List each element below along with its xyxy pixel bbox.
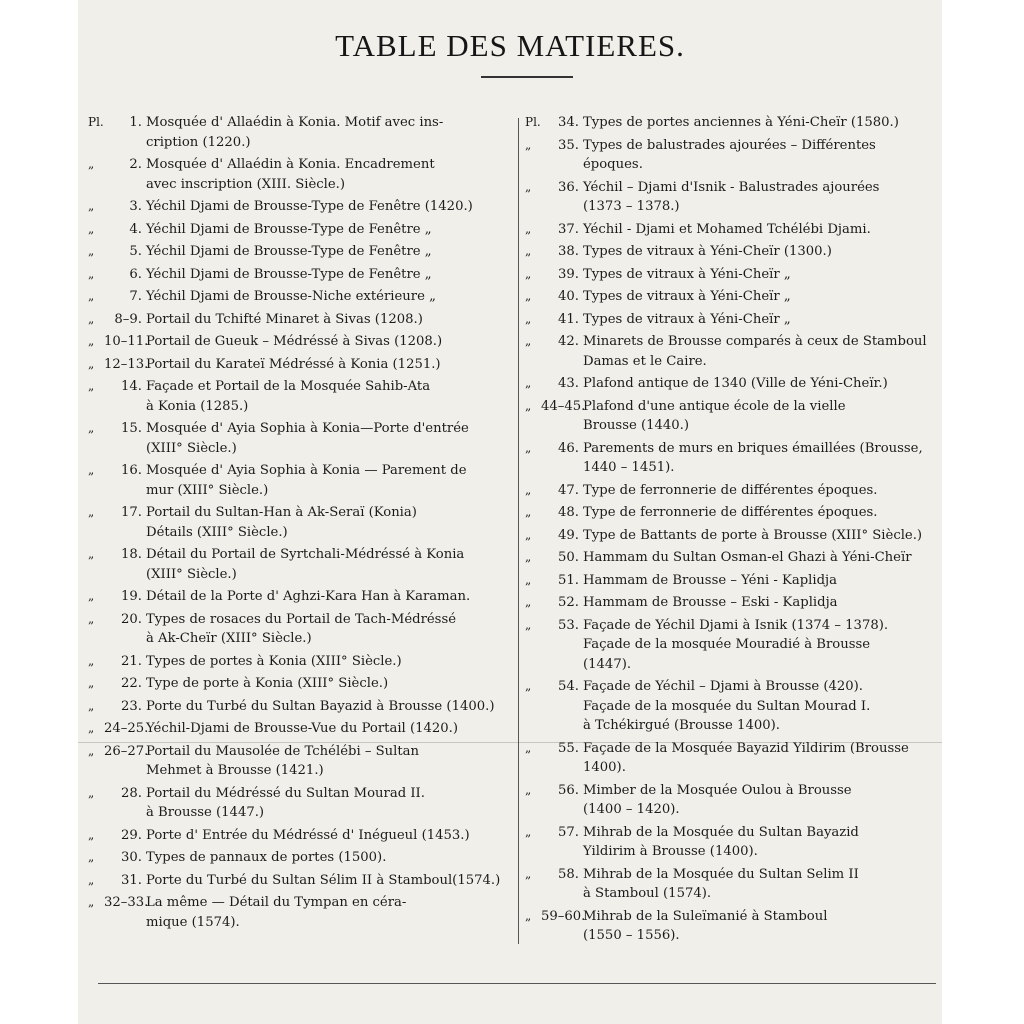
entry-text-line: Façade de la mosquée Mouradié à Brousse: [583, 637, 871, 652]
plate-number: 24–25.: [104, 721, 149, 736]
plate-prefix: „: [88, 611, 95, 626]
plate-prefix: „: [525, 266, 532, 281]
entry-text-line: à Tchékirgué (Brousse 1400).: [583, 718, 780, 733]
plate-prefix: „: [525, 289, 532, 303]
plate-prefix: „: [88, 850, 95, 864]
toc-entry: [88, 784, 508, 823]
entry-text-line: époques.: [583, 157, 643, 172]
toc-entry: [88, 310, 508, 330]
plate-number: 38.: [558, 244, 579, 259]
plate-number: 50.: [558, 550, 579, 565]
toc-entry: [88, 265, 508, 285]
entry-text-line: Type de ferronnerie de différentes époques.: [583, 482, 878, 498]
plate-prefix: „: [88, 463, 95, 477]
entry-text-line: Yéchil Djami de Brousse-Type de Fenêtre „: [146, 244, 432, 259]
entry-text-line: Types de vitraux à Yéni-Cheïr „: [583, 266, 791, 282]
plate-prefix: „: [525, 505, 532, 519]
entry-text-line: Portail de Gueuk – Médréssé à Sivas (1208.): [146, 334, 443, 349]
entry-text-line: Détail du Portail de Syrtchali-Médréssé à Konia: [146, 547, 465, 562]
plate-prefix: „: [525, 740, 532, 755]
plate-prefix: „: [525, 244, 532, 258]
entry-text-line: Yéchil Djami de Brousse-Niche extérieure „: [146, 289, 436, 304]
plate-number: 43.: [558, 376, 579, 391]
entry-text-line: mur (XIII° Siècle.): [146, 482, 269, 498]
entry-text-line: avec inscription (XIII. Siècle.): [146, 176, 346, 192]
entry-text-line: Porte du Turbé du Sultan Bayazid à Brousse (1400.): [146, 698, 495, 714]
plate-prefix: „: [88, 379, 95, 393]
toc-entry: [88, 610, 508, 649]
plate-prefix: „: [525, 782, 532, 797]
plate-number: 6.: [129, 266, 142, 282]
entry-text-line: Types de vitraux à Yéni-Cheïr (1300.): [583, 244, 832, 259]
toc-entry: [525, 865, 935, 904]
plate-prefix: „: [88, 505, 95, 519]
toc-entry: [525, 593, 935, 613]
plate-prefix: „: [525, 527, 532, 542]
entry-text-line: Façade et Portail de la Mosquée Sahib-Ata: [146, 379, 431, 394]
toc-entry: [525, 677, 935, 736]
entry-text-line: Façade de Yéchil – Djami à Brousse (420).: [583, 679, 864, 694]
plate-number: 20.: [121, 611, 142, 627]
entry-text-line: Mehmet à Brousse (1421.): [146, 763, 324, 778]
toc-entry: [88, 871, 508, 891]
toc-entry: [88, 587, 508, 607]
toc-entry: [525, 439, 935, 478]
entry-text-line: Type de porte à Konia (XIII° Siècle.): [146, 676, 389, 691]
plate-number: 48.: [558, 505, 579, 520]
toc-entry: [525, 739, 935, 778]
plate-prefix: Pl.: [88, 115, 104, 129]
entry-text-line: Types de portes à Konia (XIII° Siècle.): [146, 653, 402, 669]
toc-entry: [525, 332, 935, 371]
plate-prefix: „: [525, 221, 532, 236]
toc-entry: [525, 136, 935, 175]
plate-number: 52.: [558, 595, 579, 610]
toc-entry: [88, 848, 508, 868]
plate-number: 42.: [558, 334, 579, 349]
toc-entry: [525, 287, 935, 307]
toc-entry: [88, 674, 508, 694]
plate-number: 2.: [129, 157, 142, 172]
toc-entry: [525, 374, 935, 394]
entry-text-line: 1440 – 1451).: [583, 460, 675, 475]
toc-entry: [525, 616, 935, 675]
entry-text-line: Yéchil Djami de Brousse-Type de Fenêtre „: [146, 221, 432, 237]
plate-prefix: „: [88, 157, 95, 171]
toc-entry: [525, 310, 935, 330]
entry-text-line: (XIII° Siècle.): [146, 566, 237, 582]
toc-entry: [525, 397, 935, 436]
plate-prefix: „: [88, 334, 95, 348]
entry-text-line: Parements de murs en briques émaillées (Brousse,: [583, 440, 923, 456]
entry-text-line: Brousse (1440.): [583, 418, 690, 433]
toc-entry: [88, 220, 508, 240]
entry-text-line: Plafond d'une antique école de la vielle: [583, 398, 846, 414]
plate-number: 46.: [558, 440, 579, 456]
toc-entry: [88, 503, 508, 542]
entry-text-line: (1373 – 1378.): [583, 199, 680, 214]
entry-text-line: Mihrab de la Mosquée du Sultan Bayazid: [583, 824, 859, 840]
entry-text-line: (1400 – 1420).: [583, 802, 680, 817]
toc-entry: [88, 287, 508, 307]
entry-text-line: Hammam de Brousse – Eski - Kaplidja: [583, 595, 838, 610]
entry-text-line: (1447).: [583, 656, 632, 672]
plate-number: 51.: [558, 572, 579, 588]
plate-number: 59–60.: [541, 908, 586, 924]
entry-text-line: 1400).: [583, 760, 626, 775]
entry-text-line: Types de pannaux de portes (1500).: [146, 850, 387, 865]
plate-number: 47.: [558, 482, 579, 498]
entry-text-line: Mosquée d' Allaédin à Konia. Motif avec ins-: [146, 115, 444, 130]
entry-text-line: Minarets de Brousse comparés à ceux de Stamboul: [583, 334, 927, 349]
entry-text-line: cription (1220.): [146, 134, 251, 150]
toc-entry: [88, 242, 508, 262]
plate-number: 41.: [558, 311, 579, 327]
toc-entry: [525, 178, 935, 217]
entry-text-line: Types de vitraux à Yéni-Cheïr „: [583, 289, 791, 304]
plate-prefix: „: [88, 827, 95, 842]
plate-prefix: „: [88, 547, 95, 561]
plate-number: 21.: [121, 653, 142, 669]
plate-number: 1.: [129, 115, 142, 130]
plate-prefix: „: [88, 653, 95, 668]
entry-text-line: Façade de la Mosquée Bayazid Yildirim (Brousse: [583, 740, 909, 756]
entry-text-line: Plafond antique de 1340 (Ville de Yéni-Cheïr.): [583, 376, 888, 391]
plate-number: 34.: [558, 115, 579, 130]
plate-prefix: „: [525, 572, 532, 587]
entry-text-line: Mosquée d' Allaédin à Konia. Encadrement: [146, 157, 435, 172]
plate-number: 17.: [121, 505, 142, 520]
entry-text-line: à Ak-Cheïr (XIII° Siècle.): [146, 631, 312, 646]
plate-prefix: „: [525, 311, 532, 326]
plate-prefix: „: [525, 376, 532, 390]
entry-text-line: Yéchil-Djami de Brousse-Vue du Portail (1420.): [146, 721, 458, 736]
toc-entry: [88, 893, 508, 932]
entry-text-line: Mosquée d' Ayia Sophia à Konia—Porte d'entrée: [146, 421, 469, 436]
plate-number: 49.: [558, 527, 579, 543]
toc-entry: [525, 907, 935, 946]
plate-prefix: „: [88, 895, 95, 909]
plate-number: 37.: [558, 221, 579, 237]
plate-number: 40.: [558, 289, 579, 304]
toc-entry: [88, 652, 508, 672]
plate-prefix: „: [525, 398, 532, 413]
entry-text-line: Hammam du Sultan Osman-el Ghazi à Yéni-Cheïr: [583, 550, 912, 565]
toc-entry: [525, 781, 935, 820]
entry-text-line: Portail du Médréssé du Sultan Mourad II.: [146, 785, 425, 801]
toc-entry: [88, 113, 508, 152]
entry-text-line: Mihrab de la Mosquée du Sultan Selim II: [583, 866, 859, 882]
toc-entry: [525, 113, 935, 133]
entry-text-line: Portail du Mausolée de Tchélébi – Sultan: [146, 743, 420, 759]
plate-prefix: „: [88, 266, 95, 281]
entry-text-line: Porte du Turbé du Sultan Sélim II à Stamboul(1574.): [146, 872, 501, 888]
column-divider: [518, 118, 519, 944]
plate-prefix: „: [88, 199, 95, 213]
toc-entry: [88, 419, 508, 458]
entry-text-line: Yéchil Djami de Brousse-Type de Fenêtre „: [146, 266, 432, 282]
entry-text-line: Yéchil - Djami et Mohamed Tchélébi Djami.: [583, 221, 871, 237]
plate-number: 29.: [121, 827, 142, 843]
plate-number: 10–11.: [104, 334, 149, 349]
entry-text-line: Portail du Karateï Médréssé à Konia (1251.): [146, 356, 441, 372]
toc-entry: [525, 265, 935, 285]
bottom-rule: [98, 983, 936, 984]
plate-number: 31.: [121, 872, 142, 888]
entry-text-line: (XIII° Siècle.): [146, 440, 237, 456]
toc-entry: [525, 823, 935, 862]
plate-prefix: „: [525, 824, 532, 839]
entry-text-line: Types de vitraux à Yéni-Cheïr „: [583, 311, 791, 327]
entry-text-line: Type de ferronnerie de différentes époques.: [583, 505, 878, 520]
entry-text-line: Mosquée d' Ayia Sophia à Konia — Parement de: [146, 463, 467, 478]
plate-prefix: „: [88, 743, 95, 758]
toc-entry: [525, 571, 935, 591]
plate-prefix: „: [88, 289, 95, 303]
plate-prefix: „: [88, 221, 95, 236]
entry-text-line: Portail du Sultan-Han à Ak-Seraï (Konia): [146, 505, 417, 520]
plate-number: 3.: [129, 199, 142, 214]
plate-number: 36.: [558, 179, 579, 195]
entry-text-line: Types de rosaces du Portail de Tach-Médréssé: [146, 611, 457, 627]
toc-entry: [88, 332, 508, 352]
plate-number: 26–27.: [104, 743, 149, 759]
toc-entry: [88, 697, 508, 717]
plate-number: 22.: [121, 676, 142, 691]
toc-entry: [88, 719, 508, 739]
plate-number: 54.: [558, 679, 579, 694]
plate-number: 58.: [558, 866, 579, 882]
entry-text-line: Damas et le Caire.: [583, 353, 707, 369]
plate-prefix: „: [88, 872, 95, 887]
left-column: [88, 113, 508, 935]
toc-entry: [88, 545, 508, 584]
plate-number: 19.: [121, 589, 142, 604]
plate-prefix: „: [88, 676, 95, 690]
plate-prefix: „: [525, 617, 532, 632]
plate-number: 55.: [558, 740, 579, 756]
plate-number: 35.: [558, 137, 579, 153]
entry-text-line: Yéchil – Djami d'Isnik - Balustrades ajourées: [583, 179, 880, 195]
toc-entry: [525, 481, 935, 501]
plate-number: 8–9.: [114, 311, 142, 327]
plate-prefix: „: [88, 421, 95, 435]
plate-number: 16.: [121, 463, 142, 478]
plate-prefix: „: [88, 356, 95, 371]
document-page: [78, 0, 942, 1024]
plate-prefix: „: [525, 440, 532, 455]
plate-number: 5.: [129, 244, 142, 259]
entry-text-line: Mihrab de la Suleïmanié à Stamboul: [583, 908, 828, 924]
toc-entry: [525, 220, 935, 240]
entry-text-line: Détail de la Porte d' Aghzi-Kara Han à Karaman.: [146, 589, 471, 604]
entry-text-line: Façade de Yéchil Djami à Isnik (1374 – 1378).: [583, 617, 889, 633]
toc-entry: [88, 155, 508, 194]
toc-entry: [525, 242, 935, 262]
entry-text-line: Yéchil Djami de Brousse-Type de Fenêtre (1420.): [146, 199, 473, 214]
toc-entry: [88, 826, 508, 846]
entry-text-line: Types de balustrades ajourées – Différentes: [583, 137, 876, 153]
plate-number: 12–13.: [104, 356, 149, 372]
plate-number: 15.: [121, 421, 142, 436]
plate-prefix: „: [88, 698, 95, 713]
plate-prefix: „: [88, 311, 95, 326]
plate-prefix: „: [525, 179, 532, 194]
plate-number: 56.: [558, 782, 579, 798]
entry-text-line: (1550 – 1556).: [583, 928, 680, 943]
entry-text-line: Yildirim à Brousse (1400).: [583, 844, 758, 859]
plate-prefix: „: [525, 482, 532, 497]
plate-prefix: „: [525, 595, 532, 609]
plate-number: 4.: [129, 221, 142, 237]
plate-number: 30.: [121, 850, 142, 865]
plate-number: 28.: [121, 785, 142, 801]
entry-text-line: Types de portes anciennes à Yéni-Cheïr (1580.): [583, 115, 899, 130]
plate-number: 7.: [129, 289, 142, 304]
entry-text-line: à Konia (1285.): [146, 398, 249, 414]
plate-prefix: „: [525, 866, 532, 881]
plate-prefix: „: [88, 589, 95, 603]
plate-prefix: „: [525, 908, 532, 923]
entry-text-line: Mimber de la Mosquée Oulou à Brousse: [583, 782, 852, 798]
page-title: TABLE DES MATIERES.: [335, 28, 685, 63]
title-rule: [481, 76, 573, 78]
plate-prefix: „: [88, 721, 95, 735]
right-column: [525, 113, 935, 949]
toc-entry: [525, 503, 935, 523]
toc-entry: [88, 461, 508, 500]
plate-number: 14.: [121, 379, 142, 394]
entry-text-line: à Stamboul (1574).: [583, 886, 712, 901]
toc-entry: [88, 377, 508, 416]
plate-number: 23.: [121, 698, 142, 714]
entry-text-line: Type de Battants de porte à Brousse (XIII° Siècle.): [583, 527, 923, 543]
plate-number: 39.: [558, 266, 579, 282]
entry-text-line: à Brousse (1447.): [146, 805, 265, 820]
plate-prefix: „: [525, 334, 532, 348]
entry-text-line: mique (1574).: [146, 914, 240, 930]
plate-number: 57.: [558, 824, 579, 840]
entry-text-line: La même — Détail du Tympan en céra-: [146, 895, 407, 910]
entry-text-line: Porte d' Entrée du Médréssé d' Inégueul (1453.): [146, 827, 470, 843]
plate-number: 53.: [558, 617, 579, 633]
toc-entry: [525, 548, 935, 568]
entry-text-line: Façade de la mosquée du Sultan Mourad I.: [583, 698, 871, 714]
plate-number: 32–33.: [104, 895, 149, 910]
plate-prefix: „: [525, 550, 532, 564]
plate-number: 44–45.: [541, 398, 586, 414]
toc-entry: [525, 526, 935, 546]
plate-prefix: „: [88, 785, 95, 800]
entry-text-line: Détails (XIII° Siècle.): [146, 524, 288, 540]
plate-prefix: „: [525, 137, 532, 152]
toc-entry: [88, 355, 508, 375]
entry-text-line: Hammam de Brousse – Yéni - Kaplidja: [583, 572, 838, 588]
plate-prefix: „: [525, 679, 532, 693]
toc-entry: [88, 197, 508, 217]
toc-entry: [88, 742, 508, 781]
plate-number: 18.: [121, 547, 142, 562]
entry-text-line: Portail du Tchifté Minaret à Sivas (1208.): [146, 311, 423, 327]
plate-prefix: Pl.: [525, 115, 541, 129]
plate-prefix: „: [88, 244, 95, 258]
